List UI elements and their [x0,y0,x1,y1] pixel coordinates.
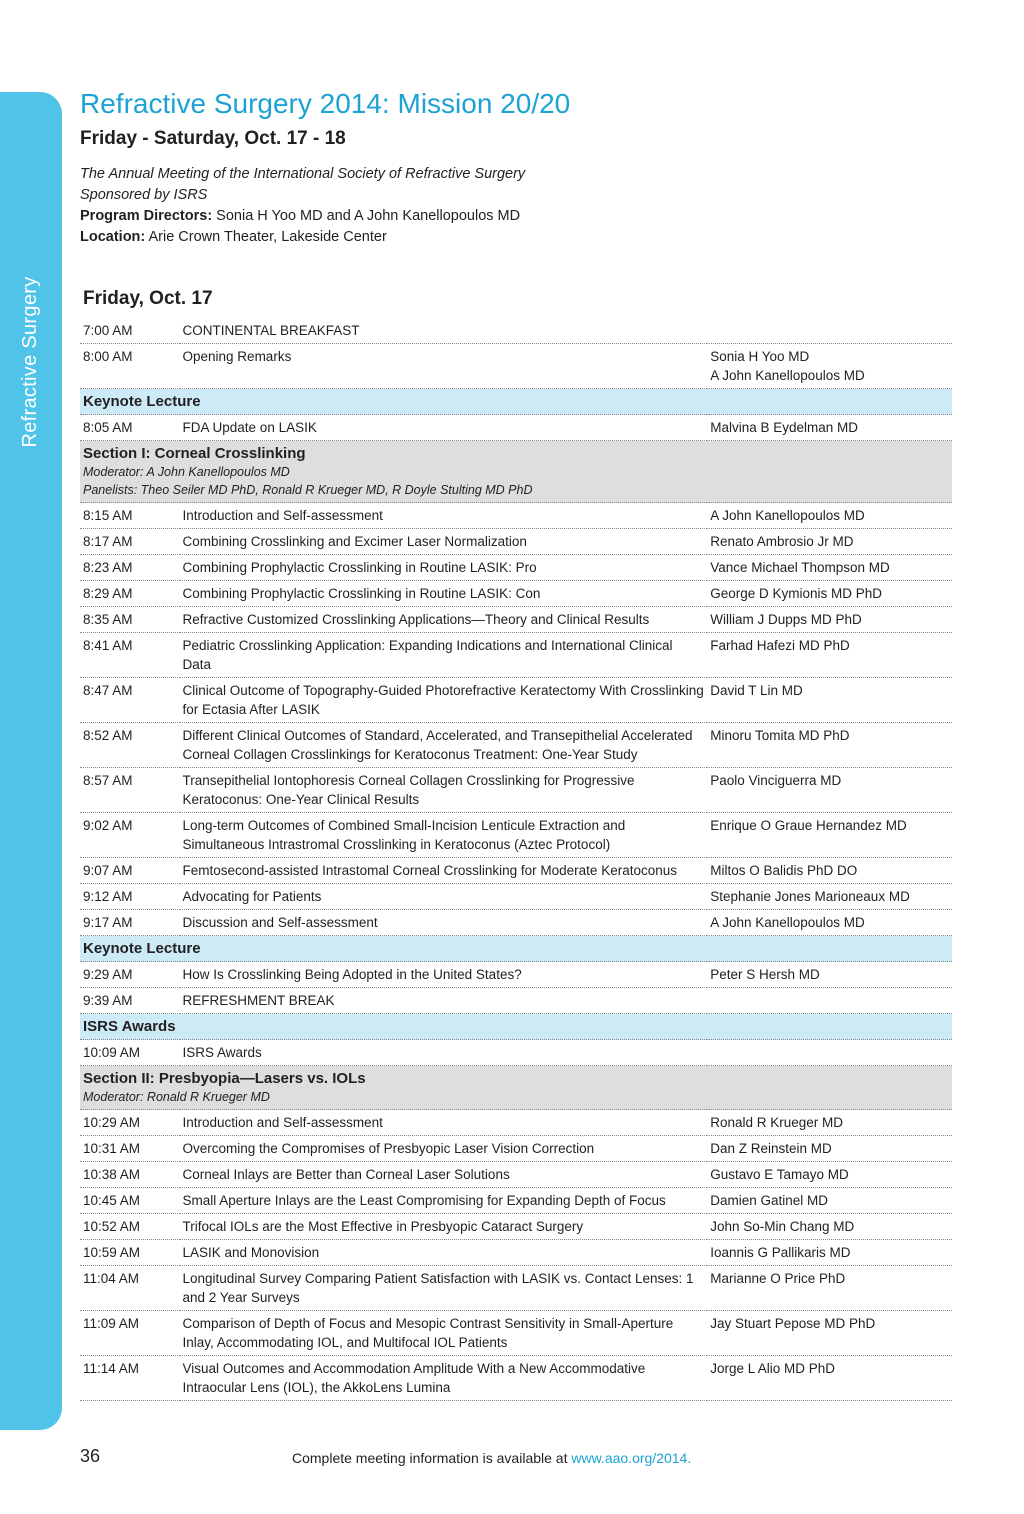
schedule-row [80,962,952,988]
schedule-row [80,555,952,581]
schedule-table [80,318,952,1401]
session-time: 11:04 AM [80,1266,180,1311]
keynote-row [80,1014,952,1040]
session-speaker: John So-Min Chang MD [707,1214,952,1240]
schedule-row [80,503,952,529]
session-title: Overcoming the Compromises of Presbyopic Laser Vision Correction [180,1136,708,1162]
session-title: Discussion and Self-assessment [180,910,708,936]
session-speaker: Stephanie Jones Marioneaux MD [707,884,952,910]
keynote-label: ISRS Awards [80,1014,952,1040]
session-speaker: A John Kanellopoulos MD [707,503,952,529]
section-subtitle: Panelists: Theo Seiler MD PhD, Ronald R Krueger MD, R Doyle Stulting MD PhD [83,483,533,497]
footer-note [292,1450,691,1466]
section-subtitle: Moderator: Ronald R Krueger MD [83,1090,270,1104]
session-title: REFRESHMENT BREAK [180,988,708,1014]
session-title: Refractive Customized Crosslinking Applications—Theory and Clinical Results [180,607,708,633]
schedule-row [80,988,952,1014]
page-title: Refractive Surgery 2014: Mission 20/20 [80,88,571,119]
session-time: 9:17 AM [80,910,180,936]
side-tab-label: Refractive Surgery [19,276,41,448]
session-title: Combining Crosslinking and Excimer Laser Normalization [180,529,708,555]
session-speaker: Farhad Hafezi MD PhD [707,633,952,678]
schedule-row [80,1214,952,1240]
section-row [80,1066,952,1110]
session-title: Clinical Outcome of Topography-Guided Photorefractive Keratectomy With Crosslinking for Ectasia After LASIK [180,678,708,723]
schedule-row [80,581,952,607]
schedule-row [80,318,952,344]
session-title: LASIK and Monovision [180,1240,708,1266]
schedule-row [80,910,952,936]
session-time: 8:17 AM [80,529,180,555]
section-cell [80,441,952,503]
session-time: 8:52 AM [80,723,180,768]
session-title: How Is Crosslinking Being Adopted in the United States? [180,962,708,988]
intro-line-2: Sponsored by ISRS [80,187,208,203]
session-title: Longitudinal Survey Comparing Patient Satisfaction with LASIK vs. Contact Lenses: 1 and 2 Year Surveys [180,1266,708,1311]
keynote-label: Keynote Lecture [80,936,952,962]
session-speaker: Damien Gatinel MD [707,1188,952,1214]
schedule-row [80,415,952,441]
schedule-row [80,1110,952,1136]
session-time: 9:12 AM [80,884,180,910]
session-title: Introduction and Self-assessment [180,503,708,529]
session-time: 8:57 AM [80,768,180,813]
session-speaker [707,988,952,1014]
schedule-row [80,813,952,858]
page-number: 36 [80,1446,101,1466]
session-title: Pediatric Crosslinking Application: Expanding Indications and International Clinical Data [180,633,708,678]
session-speaker: Malvina B Eydelman MD [707,415,952,441]
schedule-row [80,1136,952,1162]
schedule-row [80,607,952,633]
session-speaker: Jay Stuart Pepose MD PhD [707,1311,952,1356]
session-time: 8:47 AM [80,678,180,723]
session-title: Femtosecond-assisted Intrastomal Corneal Crosslinking for Moderate Keratoconus [180,858,708,884]
footer-link[interactable]: www.aao.org/2014. [571,1450,692,1466]
session-speaker: Minoru Tomita MD PhD [707,723,952,768]
session-title: Introduction and Self-assessment [180,1110,708,1136]
session-speaker: Peter S Hersh MD [707,962,952,988]
session-speaker: Sonia H Yoo MD A John Kanellopoulos MD [707,344,952,389]
schedule-row [80,1188,952,1214]
session-speaker: Marianne O Price PhD [707,1266,952,1311]
keynote-label: Keynote Lecture [80,389,952,415]
session-time: 10:52 AM [80,1214,180,1240]
session-speaker: Miltos O Balidis PhD DO [707,858,952,884]
footer-note-text: Complete meeting information is available at [292,1450,572,1466]
schedule-row [80,858,952,884]
session-speaker [707,1040,952,1066]
schedule-row [80,723,952,768]
session-time: 9:39 AM [80,988,180,1014]
location-label: Location: [80,229,146,245]
schedule-row [80,1040,952,1066]
schedule-row [80,768,952,813]
schedule-row [80,1240,952,1266]
session-title: Small Aperture Inlays are the Least Compromising for Expanding Depth of Focus [180,1188,708,1214]
session-speaker: David T Lin MD [707,678,952,723]
session-time: 10:38 AM [80,1162,180,1188]
session-title: Corneal Inlays are Better than Corneal Laser Solutions [180,1162,708,1188]
session-title: Advocating for Patients [180,884,708,910]
location [80,227,980,248]
session-speaker: Paolo Vinciguerra MD [707,768,952,813]
session-title: Visual Outcomes and Accommodation Amplitude With a New Accommodative Intraocular Lens (IOL), the AkkoLens Lumina [180,1356,708,1401]
session-time: 8:35 AM [80,607,180,633]
session-speaker [707,318,952,344]
session-time: 7:00 AM [80,318,180,344]
session-time: 11:14 AM [80,1356,180,1401]
session-title: FDA Update on LASIK [180,415,708,441]
session-speaker: A John Kanellopoulos MD [707,910,952,936]
location-value: Arie Crown Theater, Lakeside Center [145,229,387,245]
session-speaker: Gustavo E Tamayo MD [707,1162,952,1188]
schedule-row [80,884,952,910]
session-speaker: William J Dupps MD PhD [707,607,952,633]
keynote-row [80,936,952,962]
schedule-row [80,1266,952,1311]
schedule-row [80,1356,952,1401]
directors-label: Program Directors: [80,208,213,224]
session-title: Comparison of Depth of Focus and Mesopic Contrast Sensitivity in Small-Aperture Inlay, Accommodating IOL, and Multifocal IOL Patients [180,1311,708,1356]
session-title: ISRS Awards [180,1040,708,1066]
day-heading: Friday, Oct. 17 [83,288,213,309]
section-title: Section I: Corneal Crosslinking [83,445,306,462]
session-time: 9:29 AM [80,962,180,988]
session-title: Different Clinical Outcomes of Standard, Accelerated, and Transepithelial Accelerated Corneal Collagen Crosslinkings for Keratoconus Treatment: One-Year Study [180,723,708,768]
session-time: 8:41 AM [80,633,180,678]
event-dates: Friday - Saturday, Oct. 17 - 18 [80,128,346,149]
session-speaker: Jorge L Alio MD PhD [707,1356,952,1401]
schedule-row [80,344,952,389]
schedule-row [80,633,952,678]
session-title: Transepithelial Iontophoresis Corneal Collagen Crosslinking for Progressive Keratoconus: One-Year Clinical Results [180,768,708,813]
session-time: 8:15 AM [80,503,180,529]
session-speaker: Vance Michael Thompson MD [707,555,952,581]
schedule-row [80,1162,952,1188]
session-time: 8:29 AM [80,581,180,607]
session-time: 10:29 AM [80,1110,180,1136]
session-speaker: George D Kymionis MD PhD [707,581,952,607]
intro-line-1: The Annual Meeting of the International Society of Refractive Surgery [80,166,526,182]
session-time: 8:00 AM [80,344,180,389]
session-time: 11:09 AM [80,1311,180,1356]
program-directors [80,206,980,227]
section-cell [80,1066,952,1110]
session-time: 8:23 AM [80,555,180,581]
session-title: Combining Prophylactic Crosslinking in Routine LASIK: Con [180,581,708,607]
section-row [80,441,952,503]
session-time: 10:45 AM [80,1188,180,1214]
session-speaker: Ronald R Krueger MD [707,1110,952,1136]
session-title: CONTINENTAL BREAKFAST [180,318,708,344]
directors-value: Sonia H Yoo MD and A John Kanellopoulos MD [212,208,521,224]
session-speaker: Renato Ambrosio Jr MD [707,529,952,555]
session-speaker: Enrique O Graue Hernandez MD [707,813,952,858]
schedule-row [80,529,952,555]
session-title: Long-term Outcomes of Combined Small-Incision Lenticule Extraction and Simultaneous Intrastromal Crosslinking in Keratoconus (Aztec Protocol) [180,813,708,858]
section-subtitle: Moderator: A John Kanellopoulos MD [83,465,290,479]
schedule-row [80,1311,952,1356]
session-time: 10:31 AM [80,1136,180,1162]
session-time: 10:09 AM [80,1040,180,1066]
side-tab [0,92,62,1430]
intro-block [80,164,980,248]
session-time: 9:02 AM [80,813,180,858]
section-title: Section II: Presbyopia—Lasers vs. IOLs [83,1070,366,1087]
session-time: 8:05 AM [80,415,180,441]
schedule-row [80,678,952,723]
keynote-row [80,389,952,415]
session-title: Combining Prophylactic Crosslinking in Routine LASIK: Pro [180,555,708,581]
session-speaker: Ioannis G Pallikaris MD [707,1240,952,1266]
session-title: Trifocal IOLs are the Most Effective in Presbyopic Cataract Surgery [180,1214,708,1240]
session-time: 9:07 AM [80,858,180,884]
session-time: 10:59 AM [80,1240,180,1266]
session-title: Opening Remarks [180,344,708,389]
session-speaker: Dan Z Reinstein MD [707,1136,952,1162]
